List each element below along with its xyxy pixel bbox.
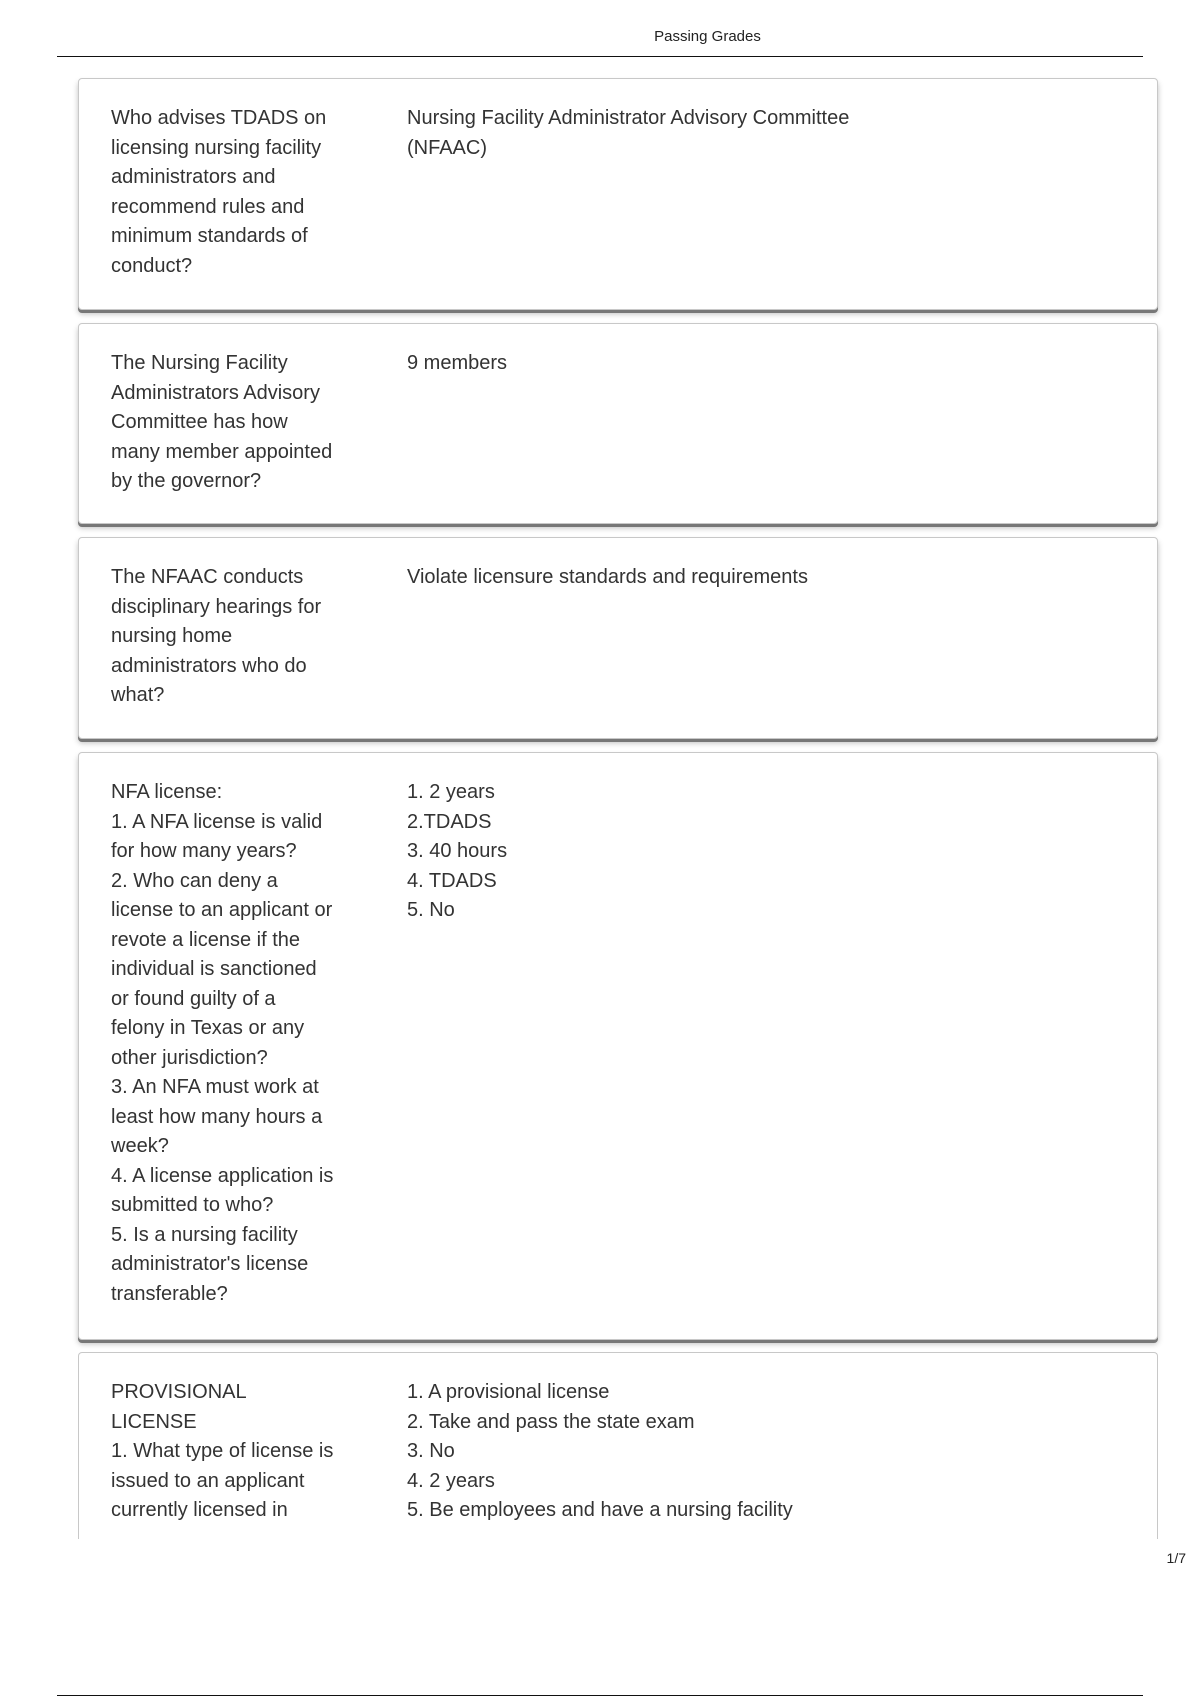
flashcard-answer: 9 members <box>407 352 508 374</box>
flashcard-2 <box>78 323 1158 524</box>
flashcard-question: The Nursing Facility Administrators Advisory Committee has how many member appointed by the governor? <box>111 352 333 492</box>
flashcard-question: NFA license: 1. A NFA license is valid for how many years? 2. Who can deny a license to an applicant or revote a license if the individual is sanctioned or found guilty of a felony in Texas or any other jurisdiction? 3. An NFA must work at least how many hours a week? 4. A license application is submitted to who? 5. Is a nursing facility administrator's license transferable? <box>111 781 334 1305</box>
flashcard-question: PROVISIONAL LICENSE 1. What type of license is issued to an applicant currently licensed in <box>111 1381 334 1521</box>
page-header-title: Passing Grades <box>654 28 761 45</box>
flashcard-question: Who advises TDADS on licensing nursing facility administrators and recommend rules and minimum standards of conduct? <box>111 107 327 277</box>
flashcard-4 <box>78 752 1158 1340</box>
flashcard-answer: Violate licensure standards and requirements <box>407 566 808 588</box>
header-divider <box>57 56 1143 57</box>
flashcard-answer: Nursing Facility Administrator Advisory Committee (NFAAC) <box>407 107 850 159</box>
flashcard-answer: 1. A provisional license 2. Take and pass the state exam 3. No 4. 2 years 5. Be employees and have a nursing facility <box>407 1381 793 1521</box>
page-number: 1/7 <box>1166 1550 1186 1566</box>
flashcard-1 <box>78 78 1158 310</box>
flashcard-question: The NFAAC conducts disciplinary hearings for nursing home administrators who do what? <box>111 566 322 706</box>
flashcard-3 <box>78 537 1158 739</box>
flashcard-answer: 1. 2 years 2.TDADS 3. 40 hours 4. TDADS 5. No <box>407 781 508 921</box>
flashcard-5 <box>78 1352 1158 1539</box>
footer-divider <box>57 1695 1143 1696</box>
